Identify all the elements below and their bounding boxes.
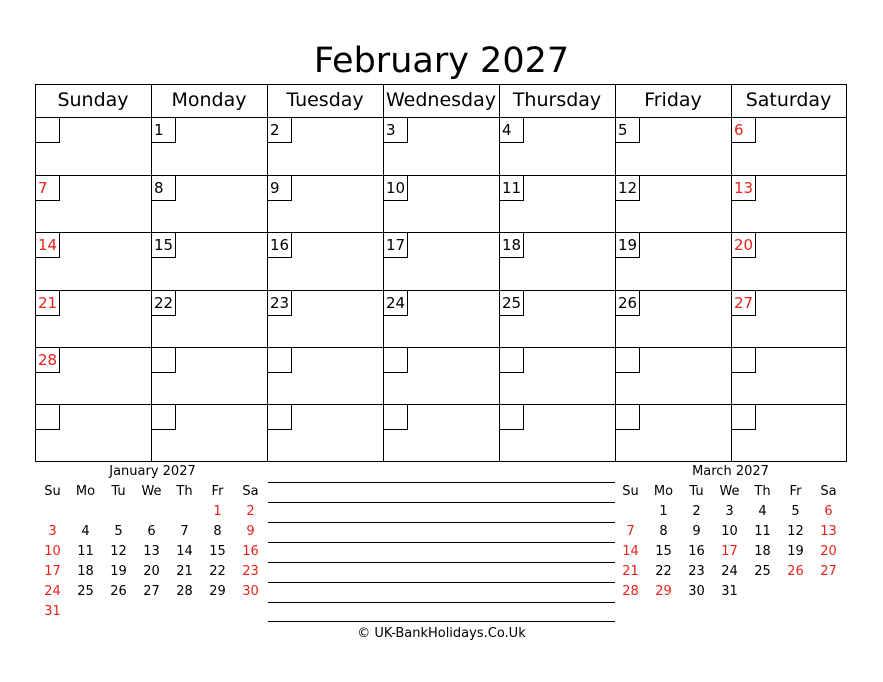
day-cell <box>384 291 499 347</box>
date-number: 23 <box>268 291 292 316</box>
date-number <box>732 405 756 430</box>
day-cell <box>384 405 499 461</box>
mini-date: 25 <box>77 584 94 599</box>
date-number <box>732 348 756 373</box>
day-cell <box>268 118 383 175</box>
mini-date <box>168 602 201 622</box>
mini-date: 23 <box>242 564 259 579</box>
day-cell <box>152 233 267 290</box>
mini-weekday-header: Su <box>622 484 639 499</box>
note-line <box>268 542 615 543</box>
mini-weekday-header: Su <box>44 484 61 499</box>
mini-date: 30 <box>688 584 705 599</box>
day-cell <box>732 176 846 232</box>
note-line <box>268 582 615 583</box>
mini-weekday-header: We <box>719 484 740 499</box>
day-cell <box>500 176 615 232</box>
month-grid <box>35 84 847 462</box>
mini-date: 6 <box>147 524 156 539</box>
mini-date: 3 <box>48 524 57 539</box>
mini-date: 8 <box>213 524 222 539</box>
day-cell <box>732 291 846 347</box>
mini-date: 17 <box>721 544 738 559</box>
date-number <box>616 348 640 373</box>
day-cell <box>152 291 267 347</box>
mini-date: 4 <box>758 504 767 519</box>
mini-date <box>102 602 135 622</box>
mini-weekday-header: Fr <box>789 484 802 499</box>
mini-weekday-header: Tu <box>111 484 126 499</box>
day-cell <box>152 348 267 404</box>
day-cell <box>616 405 731 461</box>
mini-date: 18 <box>754 544 771 559</box>
mini-date: 22 <box>209 564 226 579</box>
mini-date: 18 <box>77 564 94 579</box>
mini-date: 24 <box>44 584 61 599</box>
mini-date: 16 <box>688 544 705 559</box>
mini-date: 9 <box>692 524 701 539</box>
mini-weekday-header: Th <box>754 484 771 499</box>
mini-date <box>779 582 812 602</box>
mini-date: 29 <box>655 584 672 599</box>
date-number: 3 <box>384 118 408 143</box>
mini-date: 21 <box>176 564 193 579</box>
calendar-title: February 2027 <box>313 41 570 81</box>
mini-date: 1 <box>659 504 668 519</box>
mini-date: 13 <box>820 524 837 539</box>
weekday-header: Wednesday <box>385 89 496 111</box>
mini-date: 25 <box>754 564 771 579</box>
date-number <box>384 348 408 373</box>
date-number: 17 <box>384 233 408 258</box>
date-number: 7 <box>36 176 60 201</box>
date-number: 4 <box>500 118 524 143</box>
note-line <box>268 562 615 563</box>
mini-date: 28 <box>622 584 639 599</box>
day-cell <box>384 348 499 404</box>
mini-date <box>102 502 135 522</box>
mini-date: 2 <box>246 504 255 519</box>
mini-date <box>36 502 69 522</box>
mini-weekday-header: Th <box>176 484 193 499</box>
mini-date: 1 <box>213 504 222 519</box>
day-cell <box>152 118 267 175</box>
date-number <box>384 405 408 430</box>
date-number <box>616 405 640 430</box>
mini-date: 17 <box>44 564 61 579</box>
date-number: 19 <box>616 233 640 258</box>
mini-date: 27 <box>143 584 160 599</box>
mini-date: 14 <box>176 544 193 559</box>
mini-date: 19 <box>110 564 127 579</box>
note-line <box>268 482 615 483</box>
date-number <box>152 405 176 430</box>
mini-date <box>746 582 779 602</box>
date-number: 20 <box>732 233 756 258</box>
mini-date: 8 <box>659 524 668 539</box>
day-cell <box>616 233 731 290</box>
mini-date: 20 <box>820 544 837 559</box>
mini-date <box>201 602 234 622</box>
day-cell <box>384 233 499 290</box>
mini-date: 27 <box>820 564 837 579</box>
date-number: 27 <box>732 291 756 316</box>
weekday-header: Friday <box>644 89 702 111</box>
mini-date: 24 <box>721 564 738 579</box>
date-number <box>500 405 524 430</box>
mini-date: 14 <box>622 544 639 559</box>
mini-date: 21 <box>622 564 639 579</box>
date-number: 12 <box>616 176 640 201</box>
day-cell <box>268 176 383 232</box>
day-cell <box>500 405 615 461</box>
day-cell <box>500 233 615 290</box>
mini-date: 23 <box>688 564 705 579</box>
day-cell <box>732 118 846 175</box>
mini-calendar-title: January 2027 <box>109 464 196 479</box>
mini-date: 19 <box>787 544 804 559</box>
day-cell <box>616 291 731 347</box>
mini-date <box>135 502 168 522</box>
date-number: 22 <box>152 291 176 316</box>
mini-date: 29 <box>209 584 226 599</box>
date-number: 8 <box>152 176 176 201</box>
mini-date: 10 <box>721 524 738 539</box>
mini-date: 5 <box>791 504 800 519</box>
mini-date: 6 <box>824 504 833 519</box>
date-number <box>36 405 60 430</box>
day-cell <box>384 118 499 175</box>
note-line <box>268 602 615 603</box>
date-number <box>268 348 292 373</box>
mini-weekday-header: Mo <box>653 484 674 499</box>
date-number: 25 <box>500 291 524 316</box>
mini-date: 5 <box>114 524 123 539</box>
mini-date <box>69 502 102 522</box>
mini-date: 15 <box>655 544 672 559</box>
day-cell <box>732 348 846 404</box>
date-number: 6 <box>732 118 756 143</box>
mini-date: 28 <box>176 584 193 599</box>
mini-date: 12 <box>787 524 804 539</box>
mini-date: 26 <box>110 584 127 599</box>
date-number: 1 <box>152 118 176 143</box>
day-cell <box>732 233 846 290</box>
mini-weekday-header: Fr <box>211 484 224 499</box>
date-number <box>268 405 292 430</box>
footer-credit: © UK-BankHolidays.Co.Uk <box>357 626 526 641</box>
date-number: 14 <box>36 233 60 258</box>
note-line <box>268 502 615 503</box>
mini-date <box>69 602 102 622</box>
date-number: 10 <box>384 176 408 201</box>
mini-date: 2 <box>692 504 701 519</box>
day-cell <box>616 118 731 175</box>
day-cell <box>500 348 615 404</box>
mini-date: 26 <box>787 564 804 579</box>
mini-date: 15 <box>209 544 226 559</box>
day-cell <box>36 118 151 175</box>
day-cell <box>36 176 151 232</box>
day-cell <box>384 176 499 232</box>
day-cell <box>268 233 383 290</box>
mini-date <box>168 502 201 522</box>
day-cell <box>152 405 267 461</box>
note-line <box>268 621 615 622</box>
mini-date: 9 <box>246 524 255 539</box>
mini-date: 31 <box>721 584 738 599</box>
mini-calendar-title: March 2027 <box>692 464 769 479</box>
mini-date: 13 <box>143 544 160 559</box>
day-cell <box>268 405 383 461</box>
day-cell <box>268 291 383 347</box>
weekday-header: Saturday <box>745 89 832 111</box>
mini-weekday-header: Tu <box>689 484 704 499</box>
mini-weekday-header: We <box>141 484 162 499</box>
date-number: 16 <box>268 233 292 258</box>
day-cell <box>36 233 151 290</box>
date-number <box>152 348 176 373</box>
mini-date: 11 <box>77 544 94 559</box>
date-number: 18 <box>500 233 524 258</box>
day-cell <box>500 291 615 347</box>
day-cell <box>36 348 151 404</box>
mini-date: 30 <box>242 584 259 599</box>
date-number: 28 <box>36 348 60 373</box>
mini-date: 3 <box>725 504 734 519</box>
day-cell <box>732 405 846 461</box>
mini-date: 7 <box>626 524 635 539</box>
date-number: 2 <box>268 118 292 143</box>
day-cell <box>500 118 615 175</box>
grid-line <box>846 84 847 462</box>
mini-date: 10 <box>44 544 61 559</box>
mini-date <box>234 602 267 622</box>
date-number: 15 <box>152 233 176 258</box>
date-number: 13 <box>732 176 756 201</box>
day-cell <box>268 348 383 404</box>
mini-date <box>135 602 168 622</box>
mini-date: 16 <box>242 544 259 559</box>
mini-date: 4 <box>81 524 90 539</box>
mini-date <box>614 502 647 522</box>
day-cell <box>616 176 731 232</box>
mini-date: 31 <box>44 604 61 619</box>
date-number: 11 <box>500 176 524 201</box>
day-cell <box>152 176 267 232</box>
date-number: 26 <box>616 291 640 316</box>
mini-weekday-header: Sa <box>820 484 837 499</box>
mini-date <box>812 582 845 602</box>
day-cell <box>616 348 731 404</box>
mini-date: 12 <box>110 544 127 559</box>
date-number: 21 <box>36 291 60 316</box>
date-number <box>36 118 60 143</box>
weekday-header: Sunday <box>57 89 129 111</box>
mini-date: 11 <box>754 524 771 539</box>
weekday-header: Tuesday <box>286 89 364 111</box>
mini-weekday-header: Mo <box>75 484 96 499</box>
weekday-header: Monday <box>171 89 247 111</box>
date-number: 5 <box>616 118 640 143</box>
mini-date: 22 <box>655 564 672 579</box>
date-number <box>500 348 524 373</box>
note-line <box>268 522 615 523</box>
mini-date: 20 <box>143 564 160 579</box>
mini-date: 7 <box>180 524 189 539</box>
day-cell <box>36 291 151 347</box>
weekday-header: Thursday <box>512 89 602 111</box>
date-number: 9 <box>268 176 292 201</box>
mini-weekday-header: Sa <box>242 484 259 499</box>
date-number: 24 <box>384 291 408 316</box>
day-cell <box>36 405 151 461</box>
